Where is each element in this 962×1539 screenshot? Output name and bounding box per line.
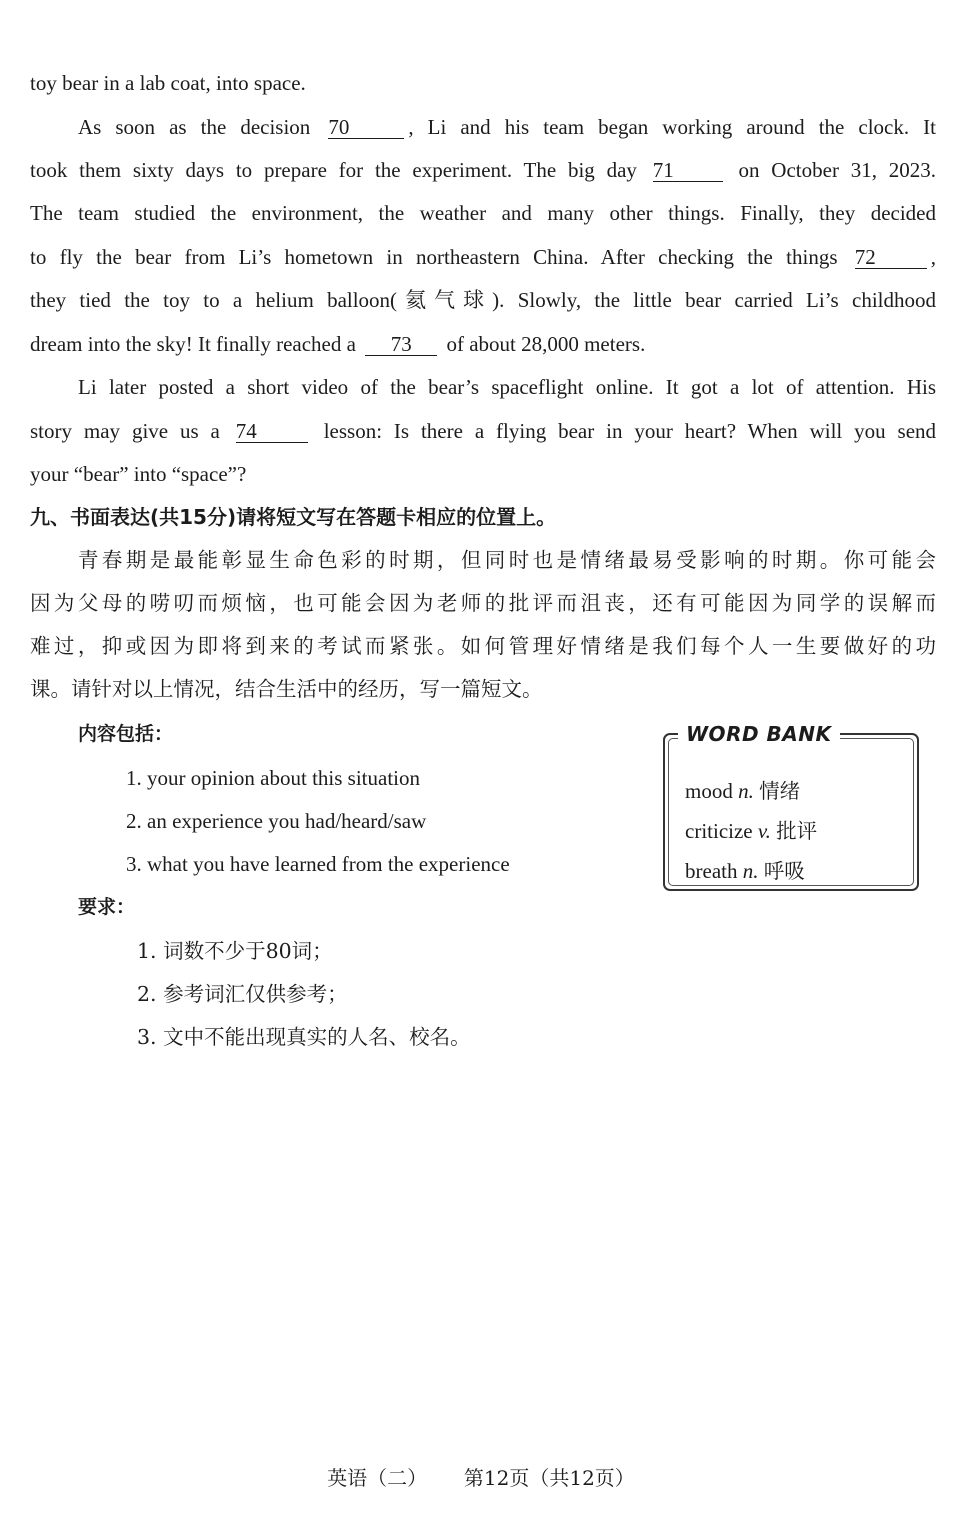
passage-line (30, 159, 936, 182)
content-item: 2. an experience you had/heard/saw (126, 809, 427, 833)
word-bank-item (685, 814, 817, 844)
passage-text: they tied the toy to a helium balloon(氦气球). Slowly, the little bear carried Li’s childhood (30, 288, 936, 312)
passage-text: , (930, 245, 937, 269)
footer-page-number: 第12页（共12页） (463, 1466, 635, 1490)
writing-intro-line (78, 550, 936, 571)
passage-line: toy bear in a lab coat, into space. (30, 71, 306, 95)
passage-line (30, 420, 936, 443)
passage-line (30, 203, 936, 224)
blank-70: 70 (328, 116, 404, 139)
writing-intro-line: 课。请针对以上情况，结合生活中的经历，写一篇短文。 (30, 677, 543, 701)
blank-72: 72 (855, 246, 927, 269)
blank-73: 73 (365, 333, 437, 356)
content-item: 3. what you have learned from the experience (126, 852, 510, 876)
requirement-item: 1. 词数不少于80词； (137, 939, 333, 963)
intro-text: 因为父母的唠叨而烦恼，也可能会因为老师的批评而沮丧，还有可能因为同学的误解而 (30, 591, 936, 615)
passage-line (78, 377, 936, 398)
content-label: 内容包括： (78, 723, 174, 745)
passage-line (30, 333, 936, 356)
passage-text: dream into the sky! It finally reached a (30, 332, 356, 356)
passage-text: story may give us a (30, 419, 220, 443)
passage-text: took them sixty days to prepare for the experiment. The big day (30, 158, 637, 182)
blank-74: 74 (236, 420, 308, 443)
passage-text: lesson: Is there a flying bear in your heart? When will you send (323, 419, 937, 443)
passage-text: to fly the bear from Li’s hometown in northeastern China. After checking the things (30, 245, 838, 269)
word-bank-meaning: 批评 (776, 819, 818, 843)
requirements-label: 要求： (78, 896, 136, 918)
word-bank-word: mood (685, 779, 733, 803)
passage-text: The team studied the environment, the weather and many other things. Finally, they decided (30, 201, 936, 225)
passage-line (30, 246, 936, 269)
passage-text: , Li and his team began working around the clock. It (408, 115, 936, 139)
word-bank-item (685, 774, 800, 804)
word-bank-meaning: 呼吸 (763, 859, 805, 883)
writing-intro-line (30, 593, 936, 614)
intro-text: 青春期是最能彰显生命色彩的时期，但同时也是情绪最易受影响的时期。你可能会 (78, 548, 936, 572)
page-footer (0, 1462, 962, 1491)
passage-text: As soon as the decision (78, 115, 311, 139)
passage-line (30, 290, 936, 311)
passage-text: Li later posted a short video of the bear’s spaceflight online. It got a lot of attention. His (78, 375, 936, 399)
word-bank-word: criticize (685, 819, 753, 843)
passage-line: your “bear” into “space”? (30, 462, 247, 486)
word-bank-meaning: 情绪 (759, 779, 801, 803)
word-bank-title: WORD BANK (678, 722, 840, 746)
passage-text: of about 28,000 meters. (446, 332, 646, 356)
word-bank-pos: n. (742, 859, 759, 883)
requirement-item: 3. 文中不能出现真实的人名、校名。 (137, 1025, 471, 1049)
writing-intro-line (30, 636, 936, 657)
blank-71: 71 (653, 159, 723, 182)
passage-line (78, 116, 936, 139)
word-bank-word: breath (685, 859, 738, 883)
content-item: 1. your opinion about this situation (126, 766, 420, 790)
word-bank-pos: v. (757, 819, 771, 843)
word-bank-pos: n. (738, 779, 754, 803)
passage-text: on October 31, 2023. (738, 158, 937, 182)
requirement-item: 2. 参考词汇仅供参考； (137, 982, 348, 1006)
intro-text: 难过，抑或因为即将到来的考试而紧张。如何管理好情绪是我们每个人一生要做好的功 (30, 634, 936, 658)
section-title: 九、书面表达(共15分)请将短文写在答题卡相应的位置上。 (30, 505, 557, 529)
footer-subject: 英语（二） (327, 1466, 428, 1490)
word-bank-item (685, 854, 805, 884)
